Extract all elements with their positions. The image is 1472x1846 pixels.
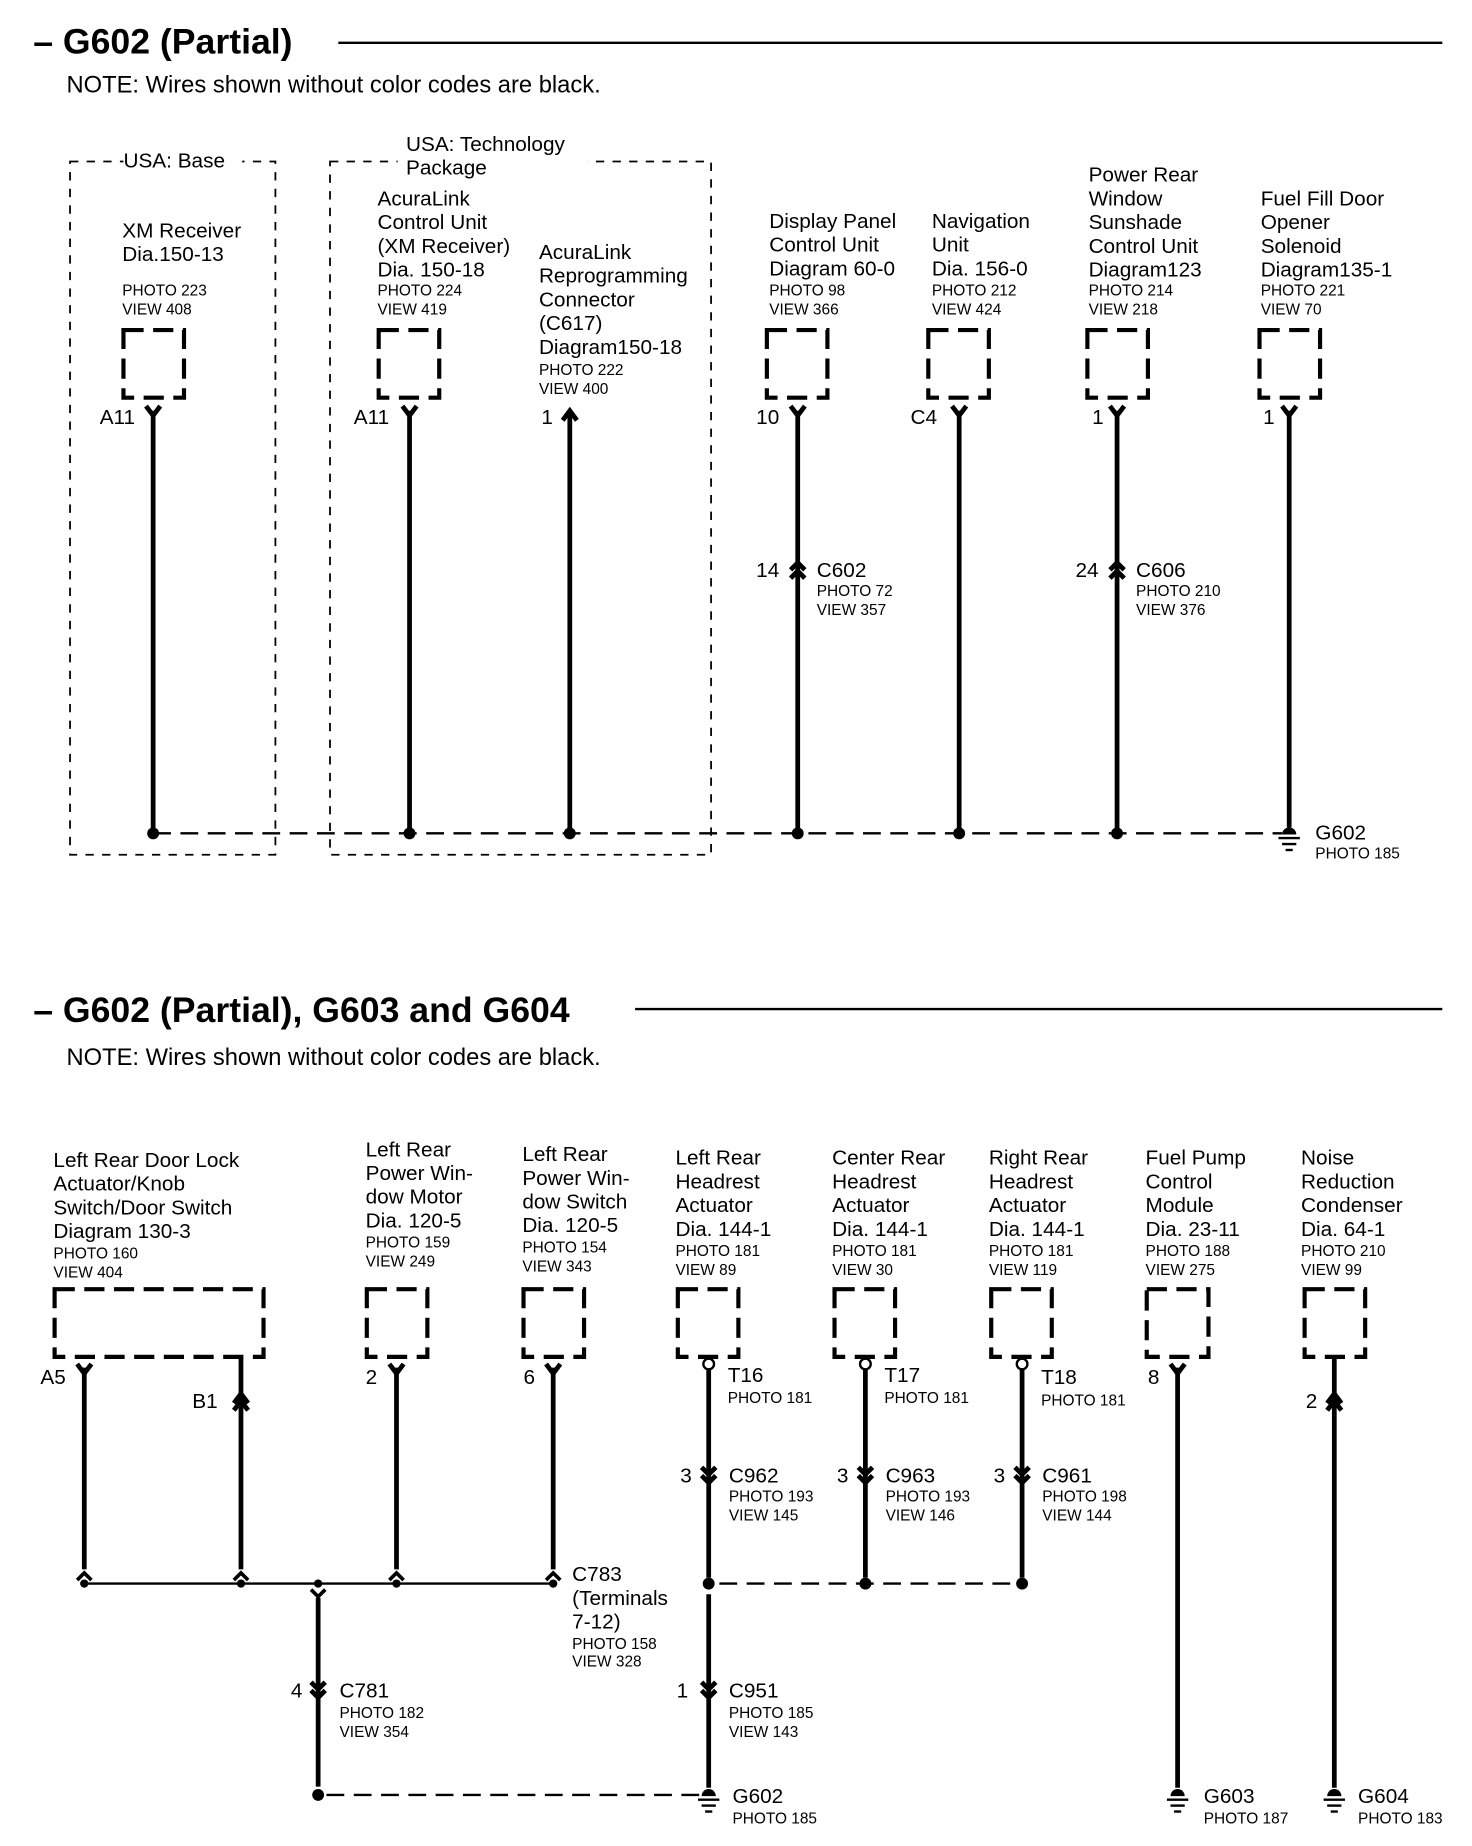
view-ref: VIEW 366: [769, 301, 839, 319]
component-name: Reduction: [1301, 1170, 1395, 1194]
component-box: [1147, 1289, 1209, 1357]
component-name: Diagram 130-3: [53, 1220, 191, 1244]
terminal-id: T18: [1041, 1366, 1077, 1390]
photo-ref: PHOTO 221: [1260, 282, 1346, 300]
terminal-icon: [860, 1359, 871, 1370]
section-title: – G602 (Partial), G603 and G604: [33, 990, 570, 1031]
component-name: dow Motor: [365, 1185, 463, 1209]
note-text: NOTE: Wires shown without color codes are black.: [66, 72, 601, 99]
group-label: Package: [405, 156, 487, 180]
photo-ref: PHOTO 193: [728, 1488, 814, 1506]
component-name: Actuator: [832, 1194, 910, 1218]
view-ref: VIEW 30: [832, 1261, 894, 1279]
view-ref: VIEW 357: [816, 601, 887, 619]
c783-terminal-icon: [234, 1573, 248, 1580]
pin-label: 8: [1147, 1366, 1160, 1390]
splice-dot: [312, 1789, 324, 1801]
component-box: [379, 330, 440, 398]
pin-label: 1: [1263, 405, 1275, 429]
connector-id: C602: [816, 558, 867, 582]
component-name: Actuator: [988, 1194, 1067, 1218]
pin-label: 10: [756, 405, 780, 429]
component-name: Solenoid: [1260, 234, 1342, 258]
view-ref: VIEW 146: [885, 1507, 956, 1525]
connector-pin: 3: [993, 1464, 1006, 1488]
view-ref: VIEW 144: [1042, 1507, 1112, 1525]
component-name: Window: [1088, 187, 1163, 211]
component-name: Control Unit: [377, 211, 488, 235]
terminal-icon: [703, 1359, 714, 1370]
note-text: NOTE: Wires shown without color codes are black.: [66, 1044, 601, 1071]
component-name: Unit: [931, 233, 969, 257]
component-name: Headrest: [675, 1170, 760, 1194]
c783-terminal-icon: [546, 1573, 560, 1580]
splice-dot: [314, 1579, 322, 1587]
component-name: Left Rear: [522, 1143, 608, 1167]
pin-label: A5: [40, 1366, 66, 1390]
component-name: Switch/Door Switch: [53, 1196, 233, 1220]
photo-ref: PHOTO 98: [769, 282, 846, 300]
connector-pin: 1: [676, 1679, 689, 1703]
component-name: Power Win-: [365, 1162, 473, 1186]
view-ref: VIEW 408: [122, 301, 192, 319]
terminal-id: T17: [884, 1363, 921, 1387]
photo-ref: PHOTO 187: [1203, 1810, 1289, 1828]
connector-id: C963: [885, 1464, 936, 1488]
pin-label: C4: [910, 405, 938, 429]
component-name: Dia. 120-5: [365, 1209, 462, 1233]
connector-id: C951: [728, 1679, 779, 1703]
pin-label: 1: [541, 405, 553, 429]
connector-id: 7-12): [572, 1610, 621, 1634]
connector-pin: 3: [836, 1464, 849, 1488]
component-name: dow Switch: [522, 1190, 628, 1214]
component-name: Connector: [538, 288, 635, 312]
pin-label: A11: [99, 405, 136, 429]
component-name: Right Rear: [988, 1146, 1089, 1170]
photo-ref: PHOTO 159: [365, 1234, 451, 1252]
ground-id: G603: [1203, 1785, 1255, 1809]
component-box: [367, 1289, 428, 1357]
component-name: Actuator/Knob: [53, 1172, 186, 1196]
component-box: [55, 1289, 264, 1357]
pin-label: 2: [365, 1366, 378, 1390]
component-name: Diagram123: [1088, 258, 1202, 282]
component-box: [524, 1289, 585, 1357]
component-name: Sunshade: [1088, 211, 1183, 235]
pin-label: 6: [523, 1366, 536, 1390]
pin-label: 2: [1305, 1389, 1318, 1413]
splice-dot: [1016, 1578, 1028, 1590]
component-name: AcuraLink: [377, 187, 470, 211]
component-name: Diagram150-18: [538, 335, 683, 359]
component-name: Opener: [1260, 211, 1330, 235]
component-name: Display Panel: [769, 209, 897, 233]
ground-icon: [1170, 1789, 1184, 1796]
splice-dot: [703, 1578, 715, 1590]
component-name: Control Unit: [1088, 234, 1199, 258]
c783-terminal-icon: [389, 1573, 403, 1580]
component-box: [678, 1289, 739, 1357]
view-ref: VIEW 424: [931, 301, 1002, 319]
photo-ref: PHOTO 198: [1042, 1488, 1127, 1506]
terminal-id: T16: [727, 1363, 764, 1387]
view-ref: VIEW 249: [365, 1253, 436, 1271]
photo-ref: PHOTO 181: [727, 1390, 813, 1408]
component-name: Reprogramming: [538, 264, 688, 288]
component-name: Dia. 156-0: [931, 257, 1028, 281]
connector-id: (Terminals: [572, 1586, 668, 1610]
connector-id: C606: [1136, 558, 1186, 582]
c783-terminal-icon: [77, 1573, 91, 1580]
ground-id: G604: [1358, 1785, 1409, 1809]
view-ref: VIEW 70: [1260, 301, 1322, 319]
view-ref: VIEW 343: [522, 1258, 592, 1276]
photo-ref: PHOTO 160: [53, 1245, 138, 1263]
connector-id: C961: [1042, 1464, 1092, 1488]
photo-ref: PHOTO 210: [1301, 1242, 1386, 1260]
component-name: Dia. 144-1: [675, 1217, 772, 1241]
view-ref: VIEW 419: [377, 301, 447, 319]
splice-dot: [80, 1579, 88, 1587]
component-name: (XM Receiver): [377, 234, 511, 258]
component-name: (C617): [538, 312, 603, 336]
component-name: Dia. 23-11: [1145, 1217, 1240, 1241]
splice-dot: [392, 1579, 400, 1587]
component-name: Condenser: [1301, 1194, 1403, 1218]
view-ref: VIEW 400: [538, 381, 609, 399]
splice-dot: [549, 1579, 557, 1587]
component-name: Diagram 60-0: [769, 257, 896, 281]
component-name: Dia. 144-1: [988, 1217, 1085, 1241]
photo-ref: PHOTO 185: [732, 1810, 818, 1828]
c783-terminal-icon: [311, 1590, 325, 1597]
component-box: [928, 330, 989, 398]
component-name: Dia. 64-1: [1301, 1217, 1386, 1241]
section-title: – G602 (Partial): [33, 21, 293, 62]
view-ref: VIEW 143: [728, 1723, 799, 1741]
ground-icon: [702, 1789, 716, 1796]
component-name: Fuel Pump: [1145, 1146, 1246, 1170]
component-name: Left Rear: [675, 1146, 761, 1170]
view-ref: VIEW 376: [1136, 601, 1206, 619]
connector-pin: 24: [1075, 558, 1099, 582]
photo-ref: PHOTO 181: [832, 1242, 917, 1260]
view-ref: VIEW 145: [728, 1507, 799, 1525]
ground-id: G602: [732, 1785, 784, 1809]
photo-ref: PHOTO 222: [538, 362, 624, 380]
view-ref: VIEW 89: [675, 1261, 737, 1279]
component-name: Control Unit: [769, 233, 879, 257]
connector-pin: 4: [290, 1679, 303, 1703]
group-label: USA: Base: [123, 149, 226, 173]
ground-icon: [1282, 827, 1296, 834]
pin-label: A11: [353, 405, 390, 429]
component-name: Headrest: [988, 1170, 1074, 1194]
pin-label: 1: [1092, 405, 1104, 429]
view-ref: VIEW 275: [1145, 1261, 1215, 1279]
photo-ref: PHOTO 212: [931, 282, 1017, 300]
component-box: [835, 1289, 896, 1357]
component-name: Dia. 150-18: [377, 258, 485, 282]
terminal-icon: [1017, 1359, 1028, 1370]
group-label: USA: Technology: [405, 132, 565, 156]
pin-label: B1: [192, 1389, 218, 1413]
photo-ref: PHOTO 158: [572, 1635, 657, 1653]
connector-id: C962: [728, 1464, 779, 1488]
photo-ref: PHOTO 181: [884, 1390, 969, 1408]
connector-pin: 14: [756, 558, 780, 582]
component-box: [991, 1289, 1052, 1357]
component-name: Navigation: [931, 209, 1030, 233]
component-name: Actuator: [675, 1194, 753, 1218]
component-name: Power Win-: [522, 1166, 630, 1190]
component-name: AcuraLink: [538, 240, 632, 264]
ground-id: G602: [1315, 821, 1367, 845]
photo-ref: PHOTO 223: [122, 282, 207, 300]
connector-pin: 3: [680, 1464, 692, 1488]
component-box: [123, 330, 184, 398]
photo-ref: PHOTO 193: [885, 1488, 971, 1506]
component-name: Diagram135-1: [1260, 258, 1393, 282]
component-name: XM Receiver: [122, 219, 242, 243]
component-name: Noise: [1301, 1146, 1355, 1170]
component-name: Left Rear: [365, 1138, 452, 1162]
component-name: Headrest: [832, 1170, 917, 1194]
photo-ref: PHOTO 188: [1145, 1242, 1231, 1260]
component-name: Center Rear: [832, 1146, 946, 1170]
splice-dot: [237, 1579, 245, 1587]
photo-ref: PHOTO 181: [1041, 1392, 1126, 1410]
component-box: [1260, 330, 1321, 398]
photo-ref: PHOTO 210: [1136, 582, 1221, 600]
component-box: [1305, 1289, 1366, 1357]
component-name: Power Rear: [1088, 163, 1199, 187]
photo-ref: PHOTO 72: [816, 582, 893, 600]
component-name: Dia.150-13: [122, 243, 224, 267]
component-box: [1087, 330, 1148, 398]
connector-id: C783: [572, 1563, 622, 1587]
view-ref: VIEW 328: [572, 1653, 642, 1671]
view-ref: VIEW 99: [1301, 1261, 1362, 1279]
view-ref: VIEW 218: [1088, 301, 1159, 319]
view-ref: VIEW 119: [988, 1261, 1058, 1279]
photo-ref: PHOTO 214: [1088, 282, 1174, 300]
component-box: [767, 330, 828, 398]
component-name: Dia. 120-5: [522, 1214, 619, 1238]
photo-ref: PHOTO 183: [1358, 1810, 1443, 1828]
view-ref: VIEW 354: [339, 1723, 409, 1741]
photo-ref: PHOTO 185: [728, 1704, 814, 1722]
ground-icon: [1327, 1789, 1341, 1796]
photo-ref: PHOTO 182: [339, 1704, 425, 1722]
photo-ref: PHOTO 181: [988, 1242, 1074, 1260]
photo-ref: PHOTO 154: [522, 1239, 607, 1257]
component-name: Fuel Fill Door: [1260, 187, 1385, 211]
photo-ref: PHOTO 181: [675, 1242, 761, 1260]
component-name: Module: [1145, 1194, 1214, 1218]
photo-ref: PHOTO 185: [1315, 845, 1400, 863]
photo-ref: PHOTO 224: [377, 282, 463, 300]
component-name: Left Rear Door Lock: [53, 1148, 240, 1172]
connector-id: C781: [339, 1679, 390, 1703]
view-ref: VIEW 404: [53, 1264, 123, 1282]
component-name: Dia. 144-1: [832, 1217, 928, 1241]
component-name: Control: [1145, 1170, 1213, 1194]
